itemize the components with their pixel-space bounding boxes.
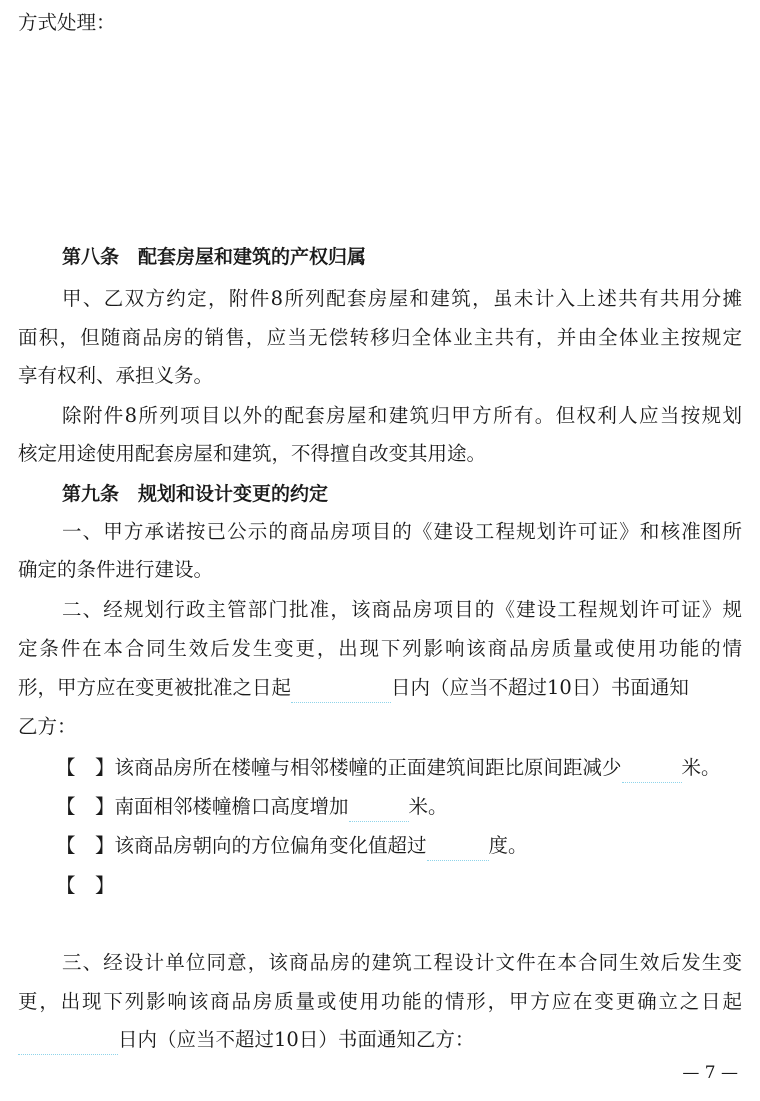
- page-number: — 7 —: [682, 1063, 738, 1083]
- text-line: 核定用途使用配套房屋和建筑，不得擅自改变其用途。: [18, 442, 487, 465]
- checkbox-item[interactable]: 【 】: [56, 874, 115, 897]
- height-blank[interactable]: [349, 799, 409, 822]
- text-line: 二、经规划行政主管部门批准，该商品房项目的《建设工程规划许可证》规: [62, 598, 742, 621]
- text-line: 甲、乙双方约定，附件8所列配套房屋和建筑，虽未计入上述共有共用分摊: [62, 287, 742, 310]
- text-line: 除附件8所列项目以外的配套房屋和建筑归甲方所有。但权利人应当按规划: [62, 404, 742, 427]
- checkbox-item[interactable]: 【 】该商品房朝向的方位偏角变化值超过 度。: [56, 831, 528, 861]
- text-line: 形，甲方应在变更被批准之日起 日内（应当不超过10日）书面通知: [18, 673, 689, 703]
- text-line: 享有权利、承担义务。: [18, 364, 214, 387]
- text-line: 方式处理：: [18, 11, 116, 34]
- text-line: 日内（应当不超过10日）书面通知乙方：: [18, 1025, 474, 1055]
- text-line: 定条件在本合同生效后发生变更，出现下列影响该商品房质量或使用功能的情: [18, 637, 742, 660]
- text-line: 乙方：: [18, 715, 77, 738]
- text-line: 面积，但随商品房的销售，应当无偿转移归全体业主共有，并由全体业主按规定: [18, 326, 742, 349]
- angle-blank[interactable]: [427, 838, 489, 861]
- text-line: 一、甲方承诺按已公示的商品房项目的《建设工程规划许可证》和核准图所: [62, 520, 742, 543]
- days-blank[interactable]: [291, 680, 391, 703]
- article-8-heading: 第八条 配套房屋和建筑的产权归属: [62, 246, 367, 268]
- checkbox-item[interactable]: 【 】南面相邻楼幢檐口高度增加 米。: [56, 792, 448, 822]
- text-line: 更，出现下列影响该商品房质量或使用功能的情形，甲方应在变更确立之日起: [18, 990, 742, 1013]
- distance-blank[interactable]: [622, 760, 682, 783]
- checkbox-item[interactable]: 【 】该商品房所在楼幢与相邻楼幢的正面建筑间距比原间距减少 米。: [56, 753, 721, 783]
- article-9-heading: 第九条 规划和设计变更的约定: [62, 483, 329, 505]
- text-line: 确定的条件进行建设。: [18, 558, 214, 581]
- days-blank[interactable]: [18, 1032, 118, 1055]
- text-line: 三、经设计单位同意，该商品房的建筑工程设计文件在本合同生效后发生变: [62, 951, 742, 974]
